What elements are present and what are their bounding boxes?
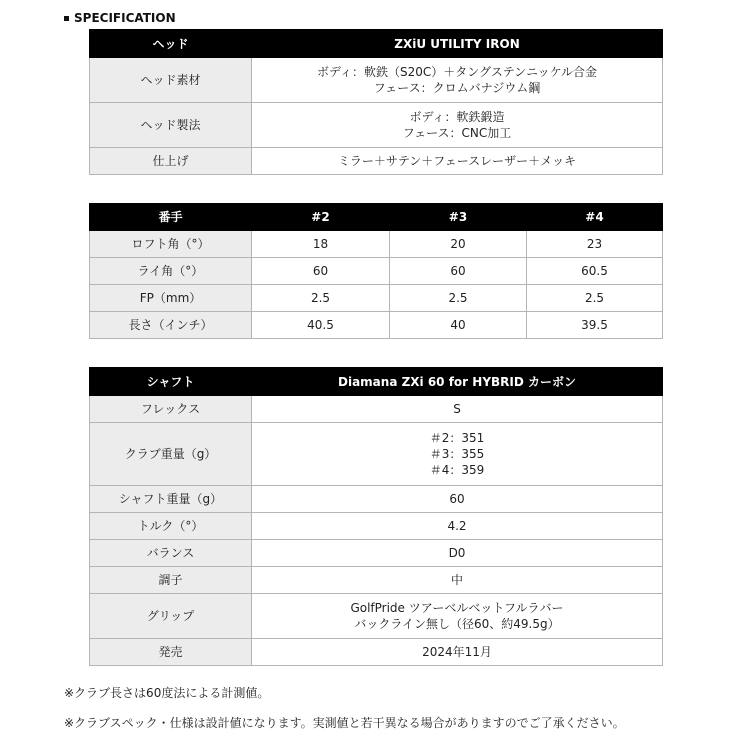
col-header: #4: [527, 204, 663, 231]
shaft-header-value: Diamana ZXi 60 for HYBRID カーボン: [252, 368, 663, 396]
row-label: 仕上げ: [90, 148, 252, 175]
value-line: ボディ：軟鉄（S20C）＋タングステンニッケル合金: [316, 65, 598, 79]
table-row: [90, 312, 663, 339]
cell-value: 60: [252, 258, 390, 285]
cell-value: 18: [252, 231, 390, 258]
row-label: ヘッド素材: [90, 58, 252, 103]
table-row: [90, 639, 663, 666]
row-label: ロフト角（°）: [90, 231, 252, 258]
value-line: GolfPride ツアーベルベットフルラバー: [350, 601, 564, 615]
cell-value: 60.5: [527, 258, 663, 285]
cell-value: 2.5: [390, 285, 527, 312]
row-value: S: [252, 396, 663, 423]
head-table-header-row: [90, 30, 663, 58]
cell-value: 39.5: [527, 312, 663, 339]
value-line: ＃4：359: [429, 463, 485, 477]
row-value: 中: [252, 567, 663, 594]
row-value: D0: [252, 540, 663, 567]
cell-value: 40: [390, 312, 527, 339]
table-row: [90, 148, 663, 175]
table-row: [90, 594, 663, 639]
value-line: フェース：クロムバナジウム鋼: [373, 81, 541, 95]
row-label: 発売: [90, 639, 252, 666]
head-header-value: ZXiU UTILITY IRON: [252, 30, 663, 58]
shaft-table-header-row: [90, 368, 663, 396]
table-row: [90, 58, 663, 103]
col-header: 番手: [90, 204, 252, 231]
row-value: [252, 58, 663, 103]
row-label: トルク（°）: [90, 513, 252, 540]
row-label: シャフト重量（g）: [90, 486, 252, 513]
col-header: #2: [252, 204, 390, 231]
table-row: [90, 567, 663, 594]
head-spec-table: [89, 29, 663, 175]
head-header-label: ヘッド: [90, 30, 252, 58]
row-label: バランス: [90, 540, 252, 567]
table-row: [90, 486, 663, 513]
cell-value: 23: [527, 231, 663, 258]
row-value: 2024年11月: [252, 639, 663, 666]
value-line: バックライン無し（径60、約49.5g）: [354, 617, 560, 631]
row-label: フレックス: [90, 396, 252, 423]
number-table-header-row: [90, 204, 663, 231]
row-label: 長さ（インチ）: [90, 312, 252, 339]
col-header: #3: [390, 204, 527, 231]
row-label: グリップ: [90, 594, 252, 639]
shaft-header-label: シャフト: [90, 368, 252, 396]
row-label: クラブ重量（g）: [90, 423, 252, 486]
table-row: [90, 513, 663, 540]
table-row: [90, 396, 663, 423]
table-row: [90, 285, 663, 312]
row-label: ヘッド製法: [90, 103, 252, 148]
note-length-measurement: ※クラブ長さは60度法による計測値。: [64, 686, 270, 700]
club-number-table: [89, 203, 663, 339]
cell-value: 2.5: [252, 285, 390, 312]
table-row: [90, 423, 663, 486]
cell-value: 60: [390, 258, 527, 285]
row-label: FP（mm）: [90, 285, 252, 312]
row-value: [252, 103, 663, 148]
section-title: SPECIFICATION: [74, 11, 176, 25]
row-value: 4.2: [252, 513, 663, 540]
cell-value: 40.5: [252, 312, 390, 339]
section-heading: [64, 11, 176, 25]
cell-value: 2.5: [527, 285, 663, 312]
table-row: [90, 258, 663, 285]
note-design-values: ※クラブスペック・仕様は設計値になります。実測値と若干異なる場合がありますのでご了承ください。: [64, 716, 625, 730]
row-value: ミラー＋サテン＋フェースレーザー＋メッキ: [252, 148, 663, 175]
value-line: ＃3：355: [429, 447, 485, 461]
table-row: [90, 103, 663, 148]
cell-value: 20: [390, 231, 527, 258]
value-line: ボディ：軟鉄鍛造: [409, 110, 505, 124]
shaft-spec-table: [89, 367, 663, 666]
row-value: [252, 594, 663, 639]
table-row: [90, 540, 663, 567]
row-value: 60: [252, 486, 663, 513]
value-line: ＃2：351: [429, 431, 485, 445]
row-label: 調子: [90, 567, 252, 594]
square-bullet-icon: [64, 16, 69, 21]
table-row: [90, 231, 663, 258]
value-line: フェース：CNC加工: [402, 126, 512, 140]
row-label: ライ角（°）: [90, 258, 252, 285]
row-value: [252, 423, 663, 486]
